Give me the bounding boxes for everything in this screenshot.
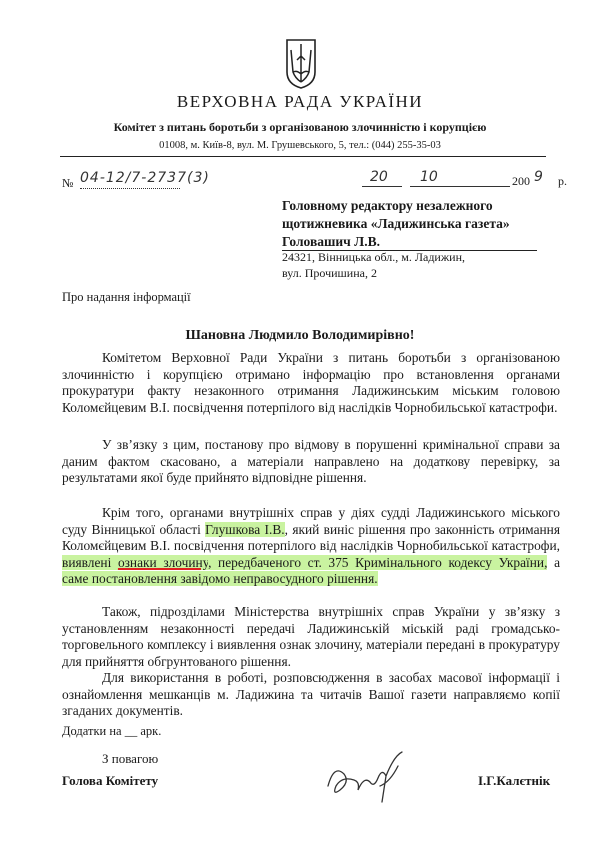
highlighted-found: виявлені [62,554,118,570]
signer-name: І.Г.Калєтнік [478,773,551,788]
highlighted-criminal-code: , передбаченого ст. 375 Кримінального кодексу України, [208,554,548,570]
date-year-prefix: 200 [512,174,530,188]
signer-position: Голова Комітету [62,773,159,788]
date-month: 10 [420,169,438,185]
date-day-line [362,186,402,187]
trident-emblem-icon [285,38,317,90]
date-month-line [410,186,510,187]
underlined-crime-signs: ознаки злочину [117,554,209,570]
p3-text-c: а [547,554,561,570]
handwritten-signature [320,746,410,812]
date-year-end: р. [558,174,567,188]
date-year-suffix: 9 [534,169,543,185]
committee-address: 01008, м. Київ-8, вул. М. Грушевського, 5, тел.: (044) 255-35-03 [159,140,441,151]
recipient-address-2: вул. Прочишина, 2 [282,266,377,280]
body-paragraph-2: У зв’язку з цим, постанову про відмову в порушенні кримінальної справи за даним фактом скасовано, а матеріали направлено на додаткову перевірку, за результатами якої буде прийнято відповідне рішення. [62,437,560,485]
p3-text-a: Крім того, органами внутрішніх справ у діях судді Ладижинського міського суду Вінницької області [62,505,560,537]
header-divider [60,156,546,157]
date-day: 20 [370,169,388,185]
registration-label: № [62,176,74,190]
highlighted-unjust-decision: саме постановлення завідомо неправосудного рішення. [62,571,378,586]
body-paragraph-1: Комітетом Верховної Ради України з питань боротьби з організованою злочинністю і корупцією отримано інформацію про встановлення органами прокуратури факту незаконного отримання Ладижинським міським головою Коломєйцевим В.І. посвідчення потерпілого від наслідків Чорнобильської катастрофи. [62,350,560,415]
committee-name: Комітет з питань боротьби з організованою злочинністю і корупцією [113,120,487,134]
recipient-line-1: Головному редактору незалежного [282,198,493,213]
letter-subject: Про надання інформації [62,290,191,304]
body-paragraph-4: Також, підрозділами Міністерства внутрішніх справ України у зв’язку з установленням незаконності передачі Ладижинській міській раді громадсько-торговельного комплексу і виявлення ознак злочину, матеріали передані в прокуратуру для прийняття обгрунтованого рішення. [62,604,560,669]
greeting: Шановна Людмило Володимирівно! [185,328,415,343]
p3-text-b: , який виніс рішення про законність отримання Коломєйцевим В.І. посвідчення потерпілого від наслідків Чорнобильської катастрофи, [62,521,561,553]
recipient-address-1: 24321, Вінницька обл., м. Ладижин, [282,250,465,264]
organization-name: ВЕРХОВНА РАДА УКРАЇНИ [176,92,424,111]
highlighted-judge-name: Глушкова І.В. [205,521,285,537]
body-paragraph-3 [62,505,560,588]
closing-regards: З повагою [102,751,159,766]
registration-line [80,188,180,189]
registration-number: 04-12/7-2737(3) [80,170,210,186]
recipient-line-2: щотижневика «Ладижинська газета» [282,216,510,231]
recipient-name: Головашич Л.В. [282,234,380,249]
attachments-note: Додатки на __ арк. [62,724,162,738]
body-paragraph-5: Для використання в роботі, розповсюдження в засобах масової інформації і ознайомлення мешканців м. Ладижина та читачів Вашої газети направляємо копії згаданих документів. [62,670,560,718]
